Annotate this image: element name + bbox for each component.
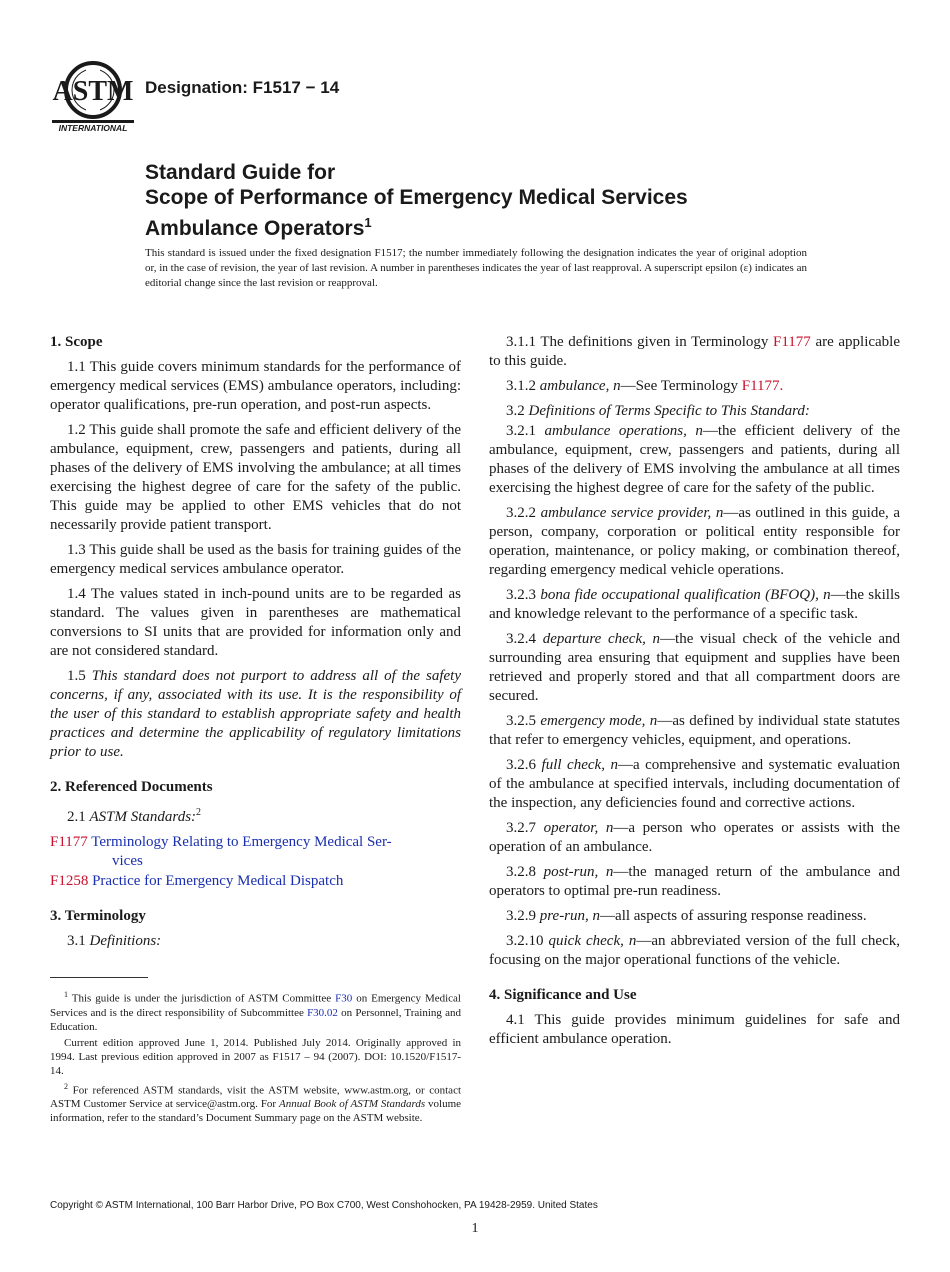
paragraph-3-1-1 xyxy=(489,333,900,371)
paragraph-1-5 xyxy=(50,667,461,762)
definition-text: —an abbreviated version of the full check, focusing on the major operational functions of the vehicle. xyxy=(489,933,900,968)
footnote-1 xyxy=(50,988,461,1034)
reference-code-link-f1177[interactable]: F1177 xyxy=(50,834,88,850)
paragraph-3-1-2 xyxy=(489,377,900,396)
footnote-2-marker: 2 xyxy=(64,1081,68,1091)
definition-text: —the skills and knowledge relevant to the performance of a specific task. xyxy=(489,587,900,622)
definition-text: —the efficient delivery of the ambulance, equipment, crew, passengers and patients, during all phases of the delivery of EMS involving the ambulance at all times exercising the highest degree of care for the safety of the public. xyxy=(489,423,900,496)
definition-text: —as outlined in this guide, a person, company, corporation or political entity responsible for operation, maintenance, or policy making, or combination thereof, regarding emergency medical vehicle operations. xyxy=(489,505,901,578)
definition-text: —as defined by individual state statutes that refer to emergency vehicles, equipment, and operations. xyxy=(489,713,901,748)
definition-text: —the visual check of the vehicle and surrounding area ensuring that equipment and supplies have been retrieved and properly stored and that all compartment doors are secured. xyxy=(489,631,901,704)
footnote-2-italic: Annual Book of ASTM Standards xyxy=(279,1098,426,1111)
footnote-1-text-c: on Personnel, Training and Education. xyxy=(50,1006,461,1033)
definition-number: 3.2.6 xyxy=(506,757,536,773)
definition-number: 3.2.10 xyxy=(506,933,544,949)
copyright-notice: Copyright © ASTM International, 100 Barr Harbor Drive, PO Box C700, West Conshohocken, PA 19428-2959. United States xyxy=(50,1200,598,1211)
title-footnote-marker: 1 xyxy=(364,215,372,230)
document-title xyxy=(145,160,905,241)
paragraph-3-1-number: 3.1 xyxy=(67,933,86,949)
definition-3-2-1 xyxy=(489,422,900,498)
paragraph-3-1 xyxy=(50,932,461,951)
definition-text: —a comprehensive and systematic evaluation of the ambulance at specified intervals, including documentation of the inspection, any deficiencies found and corrective actions. xyxy=(489,757,900,811)
definition-number: 3.2.3 xyxy=(506,587,536,603)
footnote-1-marker: 1 xyxy=(64,990,68,999)
paragraph-4-1: 4.1 This guide provides minimum guidelines for safe and efficient ambulance operation. xyxy=(489,1012,900,1047)
footnote-1-text-a: This guide is under the jurisdiction of ASTM Committee xyxy=(71,992,332,1005)
definition-number: 3.2.1 xyxy=(506,423,536,439)
reference-f1258 xyxy=(50,872,461,891)
definition-3-2-8 xyxy=(489,863,900,901)
paragraph-3-1-2-number: 3.1.2 xyxy=(506,378,536,394)
definition-term: ambulance operations, n xyxy=(544,423,703,439)
paragraph-3-1-1-text-b: are applicable to this guide. xyxy=(489,334,901,369)
subcommittee-link-f30-02[interactable]: F30.02 xyxy=(307,1006,338,1019)
paragraph-1-5-text: This standard does not purport to address all of the safety concerns, if any, associated with its use. It is the responsibility of the user of this standard to establish appropriate safety and health practices and determine the applicability of regulatory limitations prior to use. xyxy=(50,668,462,760)
paragraph-3-1-label: Definitions: xyxy=(89,933,162,949)
definition-3-2-5 xyxy=(489,712,900,750)
reference-title-link-f1177-cont[interactable]: vices xyxy=(112,853,143,869)
astm-logo xyxy=(52,60,134,132)
paragraph-1-5-number: 1.5 xyxy=(67,668,86,684)
definition-term: quick check, n xyxy=(548,933,637,949)
definition-text: —the managed return of the ambulance and operators to optimal pre-run readiness. xyxy=(489,864,900,899)
definition-number: 3.2.7 xyxy=(506,820,536,836)
definition-3-2-10 xyxy=(489,932,900,970)
paragraph-2-1 xyxy=(50,803,461,827)
section-heading-terminology: 3. Terminology xyxy=(50,908,146,924)
footnote-2-text-b: volume information, refer to the standard’s Document Summary page on the ASTM website. xyxy=(50,1098,462,1125)
title-line-3 xyxy=(145,210,905,241)
section-heading-scope: 1. Scope xyxy=(50,334,103,350)
definition-number: 3.2.2 xyxy=(506,505,536,521)
reference-f1177 xyxy=(50,833,461,871)
footnotes xyxy=(50,988,461,1127)
section-heading-significance: 4. Significance and Use xyxy=(489,987,637,1003)
paragraph-3-2-number: 3.2 xyxy=(506,403,525,419)
definition-3-2-2 xyxy=(489,504,900,580)
reference-title-link-f1177[interactable]: Terminology Relating to Emergency Medical Ser- xyxy=(91,834,392,850)
definition-term: pre-run, n xyxy=(539,908,601,924)
definition-term: full check, n xyxy=(541,757,618,773)
terminology-link-f1177[interactable]: F1177 xyxy=(773,334,811,350)
definition-term: ambulance service provider, n xyxy=(540,505,724,521)
right-column xyxy=(489,333,900,1055)
definition-term: bona fide occupational qualification (BFOQ), n xyxy=(540,587,831,603)
definition-text: —all aspects of assuring response readiness. xyxy=(600,908,867,924)
paragraph-3-1-2-term: ambulance, n xyxy=(539,378,621,394)
definition-number: 3.2.5 xyxy=(506,713,536,729)
footnote-marker-2: 2 xyxy=(196,807,202,818)
footnote-1-text-b: on Emergency Medical Services and is the direct responsibility of Subcommittee xyxy=(50,992,461,1019)
paragraph-1-3: 1.3 This guide shall be used as the basis for training guides of the emergency medical services ambulance operator. xyxy=(50,542,461,577)
paragraph-3-2-label: Definitions of Terms Specific to This Standard: xyxy=(528,403,810,419)
paragraph-3-1-2-text: —See Terminology xyxy=(620,378,738,394)
logo-text: ASTM xyxy=(52,76,134,107)
definition-3-2-7 xyxy=(489,819,900,857)
page-number: 1 xyxy=(471,1221,479,1236)
terminology-link-f1177-2[interactable]: F1177. xyxy=(741,378,784,394)
footnote-2 xyxy=(50,1080,461,1126)
definition-term: emergency mode, n xyxy=(540,713,658,729)
definition-3-2-6 xyxy=(489,756,900,813)
paragraph-2-1-number: 2.1 xyxy=(67,809,86,825)
definition-3-2-3 xyxy=(489,586,900,624)
reference-code-link-f1258[interactable]: F1258 xyxy=(50,873,89,889)
definition-term: post-run, n xyxy=(543,864,614,880)
paragraph-2-1-label: ASTM Standards: xyxy=(89,809,197,825)
paragraph-1-4: 1.4 The values stated in inch-pound units are to be regarded as standard. The values given in parentheses are mathematical conversions to SI units that are provided for information only and are not considered standard. xyxy=(50,586,461,659)
standard-notice: This standard is issued under the fixed designation F1517; the number immediately following the designation indicates the year of original adoption or, in the case of revision, the year of last revision. A number in parentheses indicates the year of last reapproval. A superscript epsilon (ε) indicates an editorial change since the last revision or reapproval. xyxy=(145,247,807,289)
definition-number: 3.2.4 xyxy=(506,631,536,647)
definition-number: 3.2.9 xyxy=(506,908,536,924)
paragraph-3-1-1-text-a: 3.1.1 The definitions given in Terminology xyxy=(506,334,769,350)
definition-number: 3.2.8 xyxy=(506,864,536,880)
footnote-1-edition: Current edition approved June 1, 2014. Published July 2014. Originally approved in 1994. Last previous edition approved in 2007 as F1517 – 94 (2007). DOI: 10.1520/F1517-14. xyxy=(50,1036,461,1077)
reference-title-link-f1258[interactable]: Practice for Emergency Medical Dispatch xyxy=(92,873,344,889)
definition-3-2-4 xyxy=(489,630,900,706)
footnote-2-text-a: For referenced ASTM standards, visit the ASTM website, www.astm.org, or contact ASTM Customer Service at service@astm.org. For xyxy=(50,1084,462,1111)
definition-term: operator, n xyxy=(543,820,614,836)
designation: Designation: F1517 − 14 xyxy=(145,78,340,97)
title-line-1: Standard Guide for xyxy=(145,161,336,184)
paragraph-1-1: 1.1 This guide covers minimum standards for the performance of emergency medical services (EMS) ambulance operators, including: operator qualifications, pre-run operation, and post-run aspects. xyxy=(50,359,461,413)
definition-text: —a person who operates or assists with the operation of an ambulance. xyxy=(489,820,900,855)
definition-term: departure check, n xyxy=(542,631,661,647)
logo-subtext: INTERNATIONAL xyxy=(58,123,128,132)
paragraph-1-2: 1.2 This guide shall promote the safe and efficient delivery of the ambulance, equipment, crew, passengers and patients, during all phases of the delivery of EMS involving the ambulance; at all times exercising the highest degree of care for the safety of the public. This guide may be applied to other EMS vehicles that do not necessarily provide patient transport. xyxy=(50,422,461,533)
title-line-2: Scope of Performance of Emergency Medical Services xyxy=(145,186,688,209)
footnote-divider xyxy=(50,977,148,978)
left-column xyxy=(50,333,461,957)
definition-3-2-9 xyxy=(489,907,900,926)
committee-link-f30[interactable]: F30 xyxy=(335,992,353,1005)
paragraph-3-2 xyxy=(489,402,900,421)
title-line-3-text: Ambulance Operators xyxy=(145,217,365,240)
section-heading-references: 2. Referenced Documents xyxy=(50,779,213,795)
